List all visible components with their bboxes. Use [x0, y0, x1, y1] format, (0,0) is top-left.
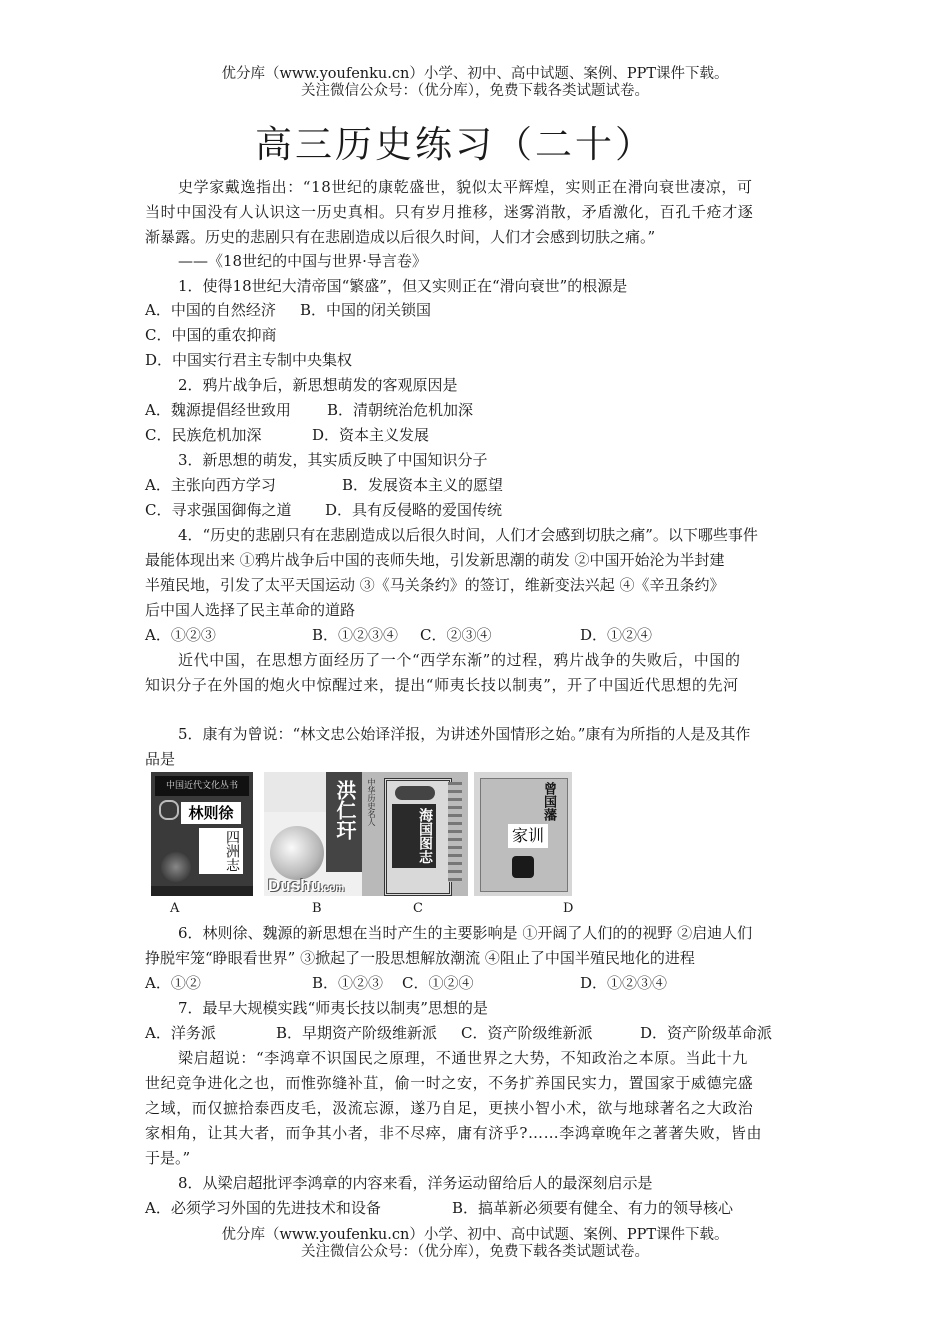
q6-line: 挣脱牢笼“睁眼看世界” ③掀起了一股思想解放潮流 ④阻止了中国半殖民地化的进程 [145, 949, 695, 967]
image-label-d: D [563, 901, 574, 916]
book-a-series: 中国近代文化丛书 [155, 776, 249, 796]
q3-option-d: D．具有反侵略的爱国传统 [325, 501, 503, 519]
header-line-1: 优分库（www.youfenku.cn）小学、初中、高中试题、案例、PPT课件下载。 [221, 66, 729, 82]
image-label-c: C [413, 901, 423, 916]
book-c-side-text: 中华历史名人 [367, 778, 376, 826]
q3-option-b: B．发展资本主义的愿望 [342, 476, 504, 494]
q1-option-b: B．中国的闭关锁国 [300, 301, 432, 319]
q2-option-c: C．民族危机加深 [145, 426, 262, 444]
passage2-line: 近代中国，在思想方面经历了一个“西学东渐”的过程，鸦片战争的失败后，中国的 [178, 651, 741, 669]
passage2-line: 知识分子在外国的炮火中惊醒过来，提出“师夷长技以制夷”，开了中国近代思想的先河 [145, 676, 739, 694]
image-label-b: B [312, 901, 322, 916]
q1-option-c: C．中国的重农抑商 [145, 326, 277, 344]
book-c-side-pattern [448, 782, 462, 882]
passage1-line: 渐暴露。历史的悲剧只有在悲剧造成以后很久时间，人们才会感到切肤之痛。” [145, 228, 656, 246]
q8-option-b: B．搞革新必须要有健全、有力的领导核心 [452, 1199, 734, 1217]
q1-option-a: A．中国的自然经济 [145, 301, 276, 319]
book-cover-b [264, 772, 364, 896]
book-cover-d [474, 772, 572, 896]
book-b-globe [270, 826, 324, 880]
book-a-subtitle: 四洲志 [199, 828, 243, 874]
book-d-title: 曾国藩 [541, 782, 556, 821]
q2-stem: 2．鸦片战争后，新思想萌发的客观原因是 [178, 376, 458, 394]
q4-line: 最能体现出来 ①鸦片战争后中国的丧师失地，引发新思潮的萌发 ②中国开始沦为半封建 [145, 551, 725, 569]
q3-stem: 3．新思想的萌发，其实质反映了中国知识分子 [178, 451, 488, 469]
image-label-a: A [170, 901, 180, 916]
book-cover-a [151, 772, 253, 896]
q6-option-d: D．①②③④ [580, 974, 668, 992]
q8-stem: 8．从梁启超批评李鸿章的内容来看，洋务运动留给后人的最深刻启示是 [178, 1174, 653, 1192]
footer-line-1: 优分库（www.youfenku.cn）小学、初中、高中试题、案例、PPT课件下载。 [221, 1227, 729, 1243]
q1-option-d: D．中国实行君主专制中央集权 [145, 351, 353, 369]
q2-option-b: B．清朝统治危机加深 [327, 401, 474, 419]
q4-line: 4．“历史的悲剧只有在悲剧造成以后很久时间，人们才会感到切肤之痛”。以下哪些事件 [178, 526, 758, 544]
passage1-line: 当时中国没有人认识这一历史真相。只有岁月推移，迷雾消散，矛盾激化，百孔千疮才逐 [145, 203, 754, 221]
passage3-line: 之域，而仅摭拾泰西皮毛，汲流忘源，遂乃自足，更挟小智小术，欲与地球著名之大政治 [145, 1099, 754, 1117]
book-c-title: 海国图志 [392, 804, 436, 868]
q7-stem: 7．最早大规模实践“师夷长技以制夷”思想的是 [178, 999, 488, 1017]
q6-option-c: C．①②④ [402, 974, 474, 992]
book-d-seal-icon [512, 856, 534, 878]
book-b-watermark [268, 876, 344, 896]
book-a-emblem-icon [159, 800, 179, 820]
site-header [0, 66, 950, 100]
q7-option-b: B．早期资产阶级维新派 [276, 1024, 438, 1042]
site-footer [0, 1227, 950, 1261]
passage3-line: 于是。” [145, 1149, 191, 1167]
passage1-source: ——《18世纪的中国与世界·导言卷》 [178, 252, 427, 270]
book-cover-c [362, 772, 468, 896]
passage3-line: 梁启超说：“李鸿章不识国民之原理，不通世界之大势，不知政治之本原。当此十九 [178, 1049, 748, 1067]
book-a-title: 林则徐 [181, 802, 241, 824]
book-b-watermark-name: Dushu [268, 876, 321, 895]
q8-option-a: A．必须学习外国的先进技术和设备 [145, 1199, 381, 1217]
q7-option-a: A．洋务派 [145, 1024, 216, 1042]
q4-line: 半殖民地，引发了太平天国运动 ③《马关条约》的签订，维新变法兴起 ④《辛丑条约》 [145, 576, 725, 594]
header-line-2: 关注微信公众号：（优分库），免费下载各类试题试卷。 [301, 83, 649, 99]
book-d-subtitle: 家训 [508, 824, 548, 848]
passage1-line: 史学家戴逸指出：“18世纪的康乾盛世，貌似太平辉煌，实则正在滑向衰世凄凉，可 [178, 178, 753, 196]
book-c-ornament-icon [395, 786, 435, 800]
passage3-line: 世纪竞争进化之也，而惟弥缝补苴，偷一时之安，不务扩养国民实力，置国家于威德完盛 [145, 1074, 754, 1092]
book-b-watermark-suffix: .com [320, 883, 345, 894]
q7-option-c: C．资产阶级维新派 [461, 1024, 593, 1042]
q2-option-d: D．资本主义发展 [312, 426, 430, 444]
book-a-spine [151, 886, 253, 896]
q7-option-d: D．资产阶级革命派 [640, 1024, 773, 1042]
q3-option-a: A．主张向西方学习 [145, 476, 276, 494]
q4-option-a: A．①②③ [145, 626, 216, 644]
q5-line: 5．康有为曾说：“林文忠公始译洋报，为讲述外国情形之始。”康有为所指的人是及其作 [178, 725, 751, 743]
page-title: 高三历史练习（二十） [255, 123, 655, 166]
q6-line: 6．林则徐、魏源的新思想在当时产生的主要影响是 ①开阔了人们的的视野 ②启迪人们 [178, 924, 753, 942]
footer-line-2: 关注微信公众号：（优分库），免费下载各类试题试卷。 [301, 1244, 649, 1260]
q4-option-c: C．②③④ [420, 626, 492, 644]
q4-option-b: B．①②③④ [312, 626, 399, 644]
q6-option-b: B．①②③ [312, 974, 384, 992]
book-a-portrait [161, 852, 191, 882]
q3-option-c: C．寻求强国御侮之道 [145, 501, 292, 519]
passage3-line: 家相角，让其大者，而争其小者，非不尽瘁，庸有济乎?……李鸿章晚年之著著失败，皆由 [145, 1124, 763, 1142]
book-b-title: 洪仁玕 [333, 780, 357, 840]
q6-option-a: A．①② [145, 974, 201, 992]
q1-stem: 1．使得18世纪大清帝国“繁盛”，但又实则正在“滑向衰世”的根源是 [178, 277, 628, 295]
q4-option-d: D．①②④ [580, 626, 653, 644]
q2-option-a: A．魏源提倡经世致用 [145, 401, 291, 419]
q5-line: 品是 [145, 750, 176, 768]
q4-line: 后中国人选择了民主革命的道路 [145, 601, 356, 619]
